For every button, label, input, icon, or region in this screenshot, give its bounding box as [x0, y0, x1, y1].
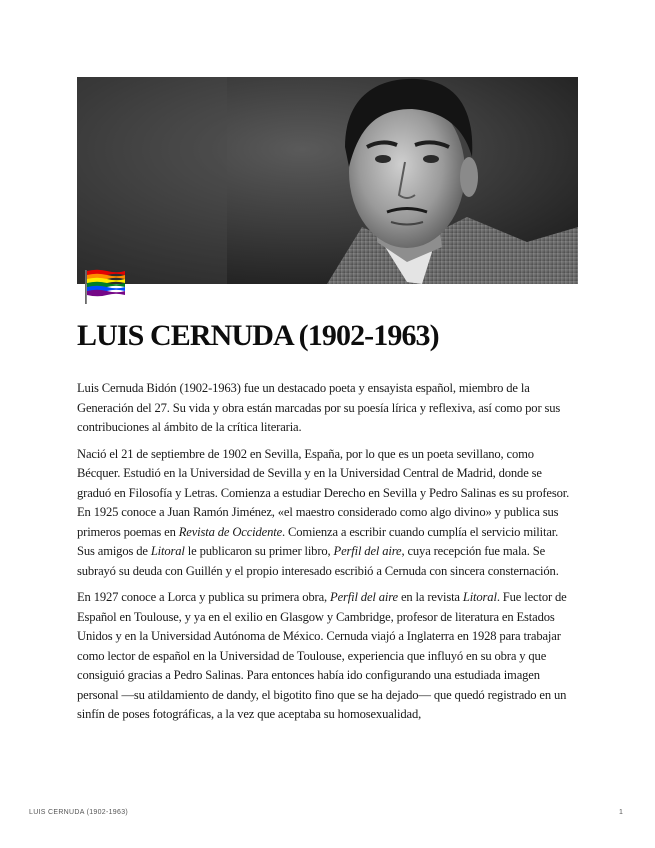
italic-title-text: Revista de Occidente	[178, 524, 283, 539]
article-paragraph	[77, 588, 578, 725]
flag-pole	[85, 270, 87, 304]
rainbow-flag-icon	[83, 268, 125, 304]
article-paragraph	[77, 379, 578, 438]
paragraph-text: Nació el 21 de septiembre de 1902 en Sevilla, España, por lo que es un poeta sevillano, como Bécquer. Estudió en la Universidad de Sevilla y en la Universidad Central de Madrid, donde se graduó en Filosofía y Letras. Comienza a estudiar Derecho en Sevilla y Pedro Salinas es su profesor. En 1925 conoce a Juan Ramón Jiménez, «el maestro considerado como algo divino» y publica sus primeros poemas en	[77, 446, 570, 539]
page-number: 1	[619, 809, 623, 816]
paragraph-text: . Fue lector de Español en Toulouse, y ya en el exilio en Glasgow y Cambridge, profesor de literatura en Estados Unidos y en la Universidad Autónoma de México. Cernuda viajó a Inglaterra en 1928 para trabajar como lector de español en la Universidad de Toulouse, experiencia que influyó en su obra y que consiguió gracias a Pedro Salinas. Para entonces había ido configurando una estudiada imagen personal —su atildamiento de dandy, el bigotito fino que se ha dejado— que quedó registrado en un sinfín de poses fotográficas, a la vez que aceptaba su homosexualidad,	[77, 590, 567, 721]
italic-title-text: Litoral	[150, 544, 185, 558]
article-title: LUIS CERNUDA (1902-1963)	[77, 319, 439, 352]
article-paragraph	[77, 445, 578, 582]
paragraph-text: en la revista	[397, 590, 463, 604]
italic-title-text: Litoral	[462, 590, 497, 604]
paragraph-text: . Comienza a escribir cuando cumplía el servicio militar. Sus amigos de	[77, 524, 559, 558]
paragraph-text: le publicaron su primer libro,	[184, 544, 334, 558]
paragraph-text: Luis Cernuda Bidón (1902-1963) fue un destacado poeta y ensayista español, miembro de la Generación del 27. Su vida y obra están marcadas por su poesía lírica y reflexiva, así como por sus contribuciones al ámbito de la crítica literaria.	[77, 381, 561, 434]
paragraph-text: En 1927 conoce a Lorca y publica su primera obra,	[77, 590, 331, 604]
paragraph-text: , cuya recepción fue mala. Se subrayó su deuda con Guillén y el propio interesado escribió a Cernuda con sincera consternación.	[77, 544, 559, 578]
italic-title-text: Perfil del aire	[330, 590, 398, 604]
footer-running-title: LUIS CERNUDA (1902-1963)	[29, 809, 129, 816]
italic-title-text: Perfil del aire	[333, 544, 402, 558]
article-body	[77, 379, 578, 732]
portrait-photo	[77, 77, 578, 284]
